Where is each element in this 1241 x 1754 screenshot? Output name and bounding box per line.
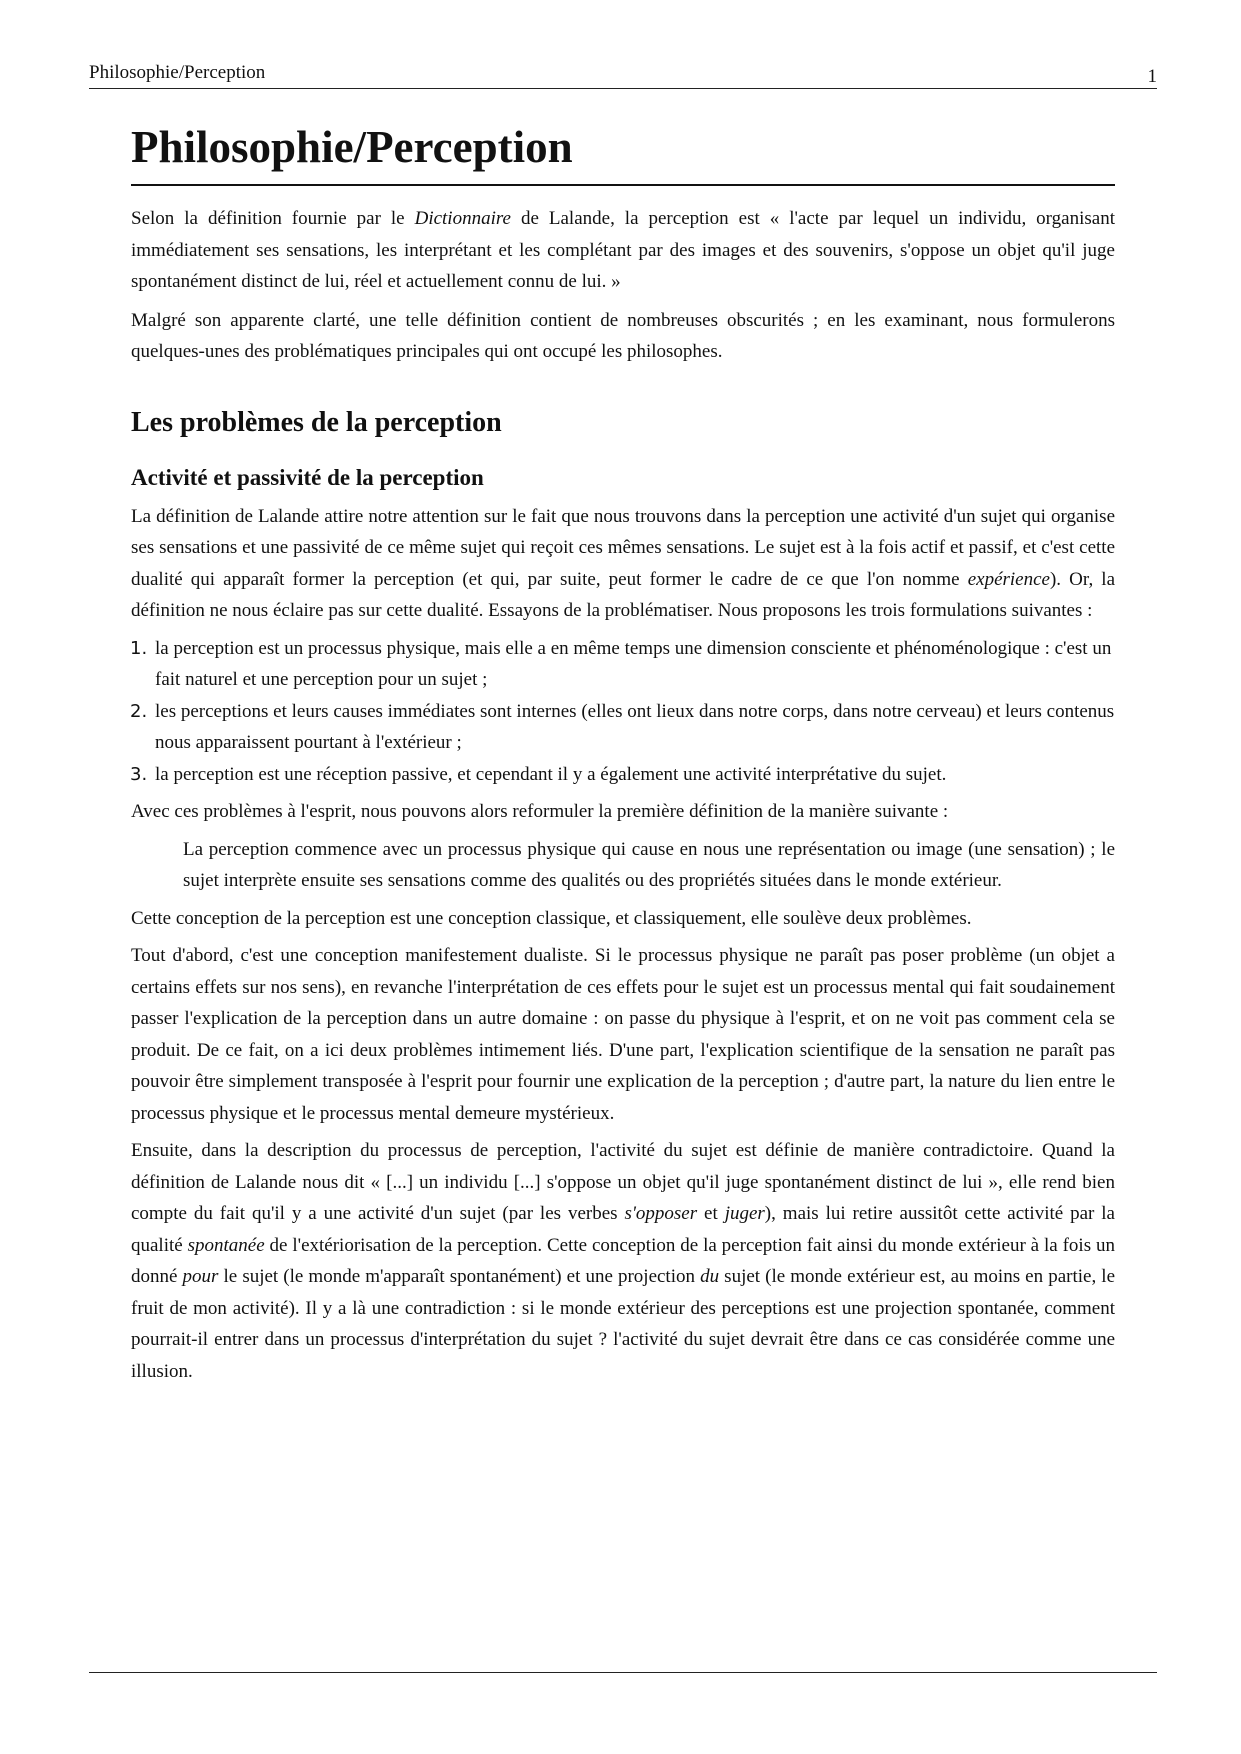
running-header: [89, 62, 1157, 89]
list-item-text: les perceptions et leurs causes immédiates sont internes (elles ont lieux dans notre corps, dans notre cerveau) et leurs contenus nous apparaissent pourtant à l'extérieur ;: [155, 700, 1115, 754]
intro-paragraph-2: Malgré son apparente clarté, une telle définition contient de nombreuses obscurités ; en les examinant, nous formulerons quelques-unes des problématiques principales qui ont occupé les philosophes.: [131, 309, 1115, 362]
intro-p1-emphasis: Dictionnaire: [414, 208, 511, 229]
numbered-list: [131, 633, 1115, 791]
sub-p1-emphasis: expérience: [967, 568, 1050, 590]
sub-p1-text-a: La définition de Lalande attire notre attention sur le fait que nous trouvons dans la perception une activité d'un sujet qui organise ses sensations et une passivité de ce même sujet qui reçoit ces mêmes sensations. Le sujet est à la fois actif et passif, et c'est cette dualité qui apparaît former la perception (et qui, par suite, peut former le cadre de ce que l'on nomme: [131, 505, 1115, 590]
sub-p5-text-b: et: [697, 1203, 725, 1225]
intro-p1-text-a: Selon la définition fournie par le: [131, 208, 415, 229]
sub-p5-text-e: le sujet (le monde m'apparaît spontanément) et une projection: [218, 1266, 701, 1288]
subsection-paragraph-1: [131, 501, 1115, 627]
subsection-paragraph-3: Cette conception de la perception est une conception classique, et classiquement, elle soulève deux problèmes.: [131, 907, 972, 929]
footer-rule: [89, 1672, 1157, 1673]
sub-p5-emphasis-2: juger: [724, 1203, 765, 1225]
subsection-heading: Activité et passivité de la perception: [131, 465, 484, 491]
sub-p5-emphasis-1: s'opposer: [624, 1203, 698, 1225]
list-item: [131, 696, 1115, 759]
intro-p1-text-b: de Lalande, la perception est « l'acte par lequel un individu, organisant immédiatement ses sensations, les interprétant et les complétant par des images et des souvenirs, s'oppose un objet qu'il juge spontanément distinct de lui, réel et actuellement connu de lui. »: [131, 208, 1115, 292]
page-number: 1: [1147, 66, 1157, 87]
subsection-paragraph-5: [131, 1135, 1115, 1387]
page-title: Philosophie/Perception: [131, 120, 1115, 186]
sub-p1-text-b: ). Or, la définition ne nous éclaire pas sur cette dualité. Essayons de la problématiser. Nous proposons les trois formulations suivantes :: [131, 568, 1116, 622]
list-number: 3.: [130, 763, 148, 785]
list-number: 1.: [130, 637, 148, 659]
sub-p5-text-f: sujet (le monde extérieur est, au moins en partie, le fruit de mon activité). Il y a là une contradiction : si le monde extérieur des perceptions est une projection spontanée, comment pourrait-il entrer dans un processus d'interprétation du sujet ? l'activité du sujet devrait être dans ce cas considérée comme une illusion.: [131, 1266, 1116, 1382]
sub-p5-emphasis-4: pour: [182, 1266, 219, 1288]
subsection-paragraph-2: Avec ces problèmes à l'esprit, nous pouvons alors reformuler la première définition de la manière suivante :: [131, 801, 949, 823]
sub-p5-text-a: Ensuite, dans la description du processus de perception, l'activité du sujet est définie de manière contradictoire. Quand la définition de Lalande nous dit « [...] un individu [...] s'oppose un objet qu'il juge spontanément distinct de lui », elle rend bien compte du fait qu'il y a une activité d'un sujet (par les verbes: [131, 1140, 1115, 1225]
list-item-text: la perception est une réception passive, et cependant il y a également une activité interprétative du sujet.: [155, 763, 947, 785]
list-item: [131, 759, 1115, 791]
running-title: Philosophie/Perception: [89, 62, 266, 83]
block-quote: [183, 834, 1115, 897]
sub-p5-text-d: de l'extériorisation de la perception. Cette conception de la perception fait ainsi du monde extérieur à la fois un donné: [131, 1234, 1116, 1288]
sub-p5-emphasis-5: du: [700, 1266, 720, 1288]
sub-p5-text-c: ), mais lui retire aussitôt cette activité par la qualité: [131, 1203, 1115, 1256]
subsection-paragraph-4: Tout d'abord, c'est une conception manifestement dualiste. Si le processus physique ne paraît pas poser problème (un objet a certains effets sur nos sens), en revanche l'interprétation de ces effets pour le sujet est un processus mental qui fait soudainement passer l'explication de la perception dans un autre domaine : on passe du physique à l'esprit, et on ne voit pas comment cela se produit. De ce fait, on a ici deux problèmes intimement liés. D'une part, l'explication scientifique de la sensation ne paraît pas pouvoir être simplement transposée à l'esprit pour fournir une explication de la perception ; d'autre part, la nature du lien entre le processus physique et le processus mental demeure mystérieux.: [131, 945, 1115, 1124]
quote-text: La perception commence avec un processus physique qui cause en nous une représentation ou image (une sensation) ; le sujet interprète ensuite ses sensations comme des qualités ou des propriétés situées dans le monde extérieur.: [183, 838, 1115, 892]
list-item: [131, 633, 1115, 696]
intro-paragraph-1: [131, 203, 1115, 298]
section-heading: Les problèmes de la perception: [131, 406, 502, 438]
list-item-text: la perception est un processus physique, mais elle a en même temps une dimension consciente et phénoménologique : c'est un fait naturel et une perception pour un sujet ;: [155, 637, 1112, 691]
sub-p5-emphasis-3: spontanée: [187, 1234, 265, 1256]
page-content: [131, 120, 1115, 1387]
list-number: 2.: [130, 700, 148, 722]
